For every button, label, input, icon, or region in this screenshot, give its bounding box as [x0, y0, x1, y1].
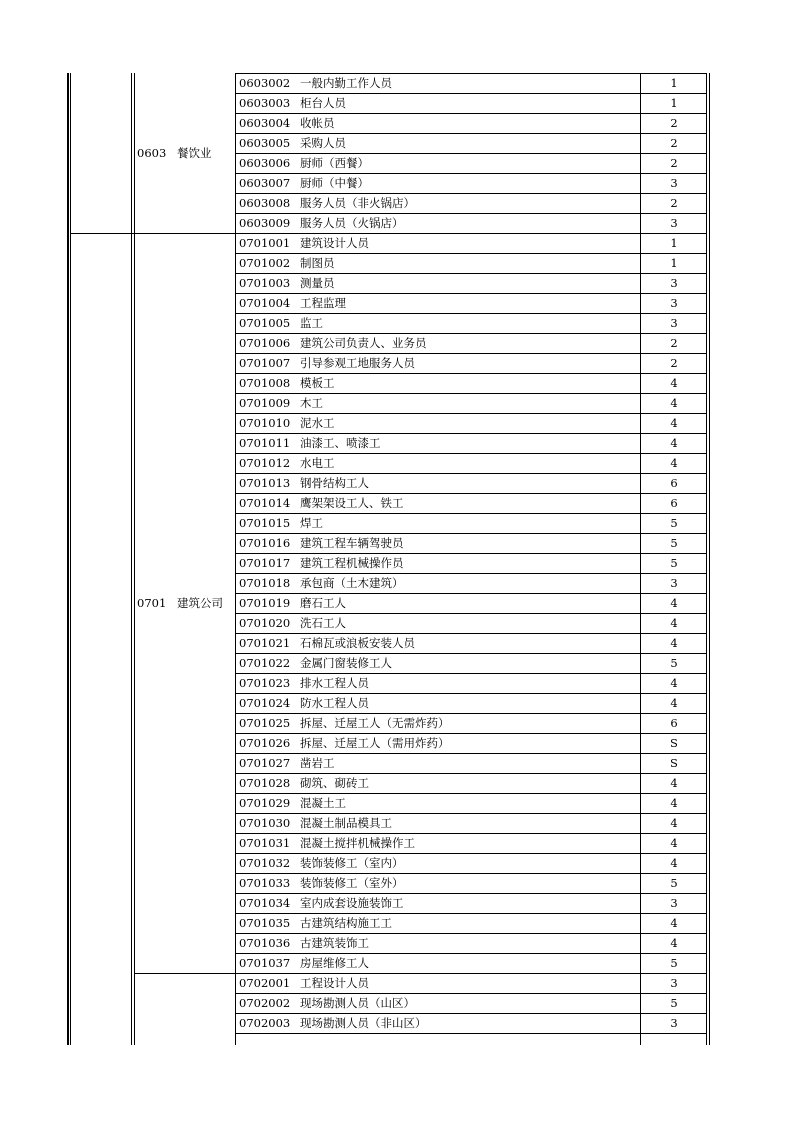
- occupation-name-cell: 装饰装修工（室内）: [300, 856, 404, 870]
- table-row: [236, 653, 709, 673]
- occupation-name-cell: 工程监理: [300, 296, 346, 310]
- table-row: [236, 373, 709, 393]
- table-row: [236, 593, 709, 613]
- occupation-name-cell: 房屋维修工人: [300, 956, 369, 970]
- risk-class-cell: 5: [670, 516, 678, 530]
- table-row: [236, 573, 709, 593]
- table-row: [236, 613, 709, 633]
- occupation-name-cell: 洗石工人: [300, 616, 346, 630]
- risk-class-cell: 3: [670, 276, 678, 290]
- code-cell: 0701011: [239, 436, 291, 450]
- table-row: [236, 853, 709, 873]
- code-cell: 0701036: [239, 936, 291, 950]
- column-rule: [70, 73, 71, 1045]
- risk-class-cell: 1: [670, 96, 678, 110]
- occupation-name-cell: 引导参观工地服务人员: [300, 356, 415, 370]
- occupation-name-cell: 钢骨结构工人: [300, 476, 369, 490]
- risk-class-cell: 4: [670, 856, 678, 870]
- code-cell: 0603006: [239, 156, 291, 170]
- occupation-name-cell: 建筑工程机械操作员: [300, 556, 404, 570]
- table-row: [236, 193, 709, 213]
- occupation-name-cell: 一般内勤工作人员: [300, 76, 392, 90]
- code-cell: 0701033: [239, 876, 291, 890]
- occupation-name-cell: 厨师（中餐）: [300, 176, 369, 190]
- risk-class-cell: 5: [670, 956, 678, 970]
- table-row: [236, 273, 709, 293]
- risk-class-cell: 3: [670, 316, 678, 330]
- risk-class-cell: 5: [670, 876, 678, 890]
- risk-class-cell: 5: [670, 556, 678, 570]
- code-cell: 0701014: [239, 496, 291, 510]
- group-divider: [70, 233, 236, 234]
- risk-class-cell: 1: [670, 76, 678, 90]
- occupation-name-cell: 凿岩工: [300, 756, 335, 770]
- occupation-name-cell: 水电工: [300, 456, 335, 470]
- occupation-name-cell: 金属门窗装修工人: [300, 656, 392, 670]
- code-cell: 0701009: [239, 396, 291, 410]
- table-row: [236, 993, 709, 1013]
- risk-class-cell: 3: [670, 216, 678, 230]
- occupation-name-cell: 建筑公司负责人、业务员: [300, 336, 427, 350]
- table-row: [236, 333, 709, 353]
- code-cell: 0701001: [239, 236, 291, 250]
- risk-class-cell: 6: [670, 716, 678, 730]
- occupation-name-cell: 排水工程人员: [300, 676, 369, 690]
- code-cell: 0701004: [239, 296, 291, 310]
- occupation-name-cell: 服务人员（火锅店）: [300, 216, 404, 230]
- table-row: [236, 253, 709, 273]
- group-label: [137, 143, 233, 163]
- code-cell: 0702002: [239, 996, 291, 1010]
- code-cell: 0701018: [239, 576, 291, 590]
- code-cell: 0603008: [239, 196, 291, 210]
- risk-class-cell: 4: [670, 456, 678, 470]
- code-cell: 0701026: [239, 736, 291, 750]
- code-cell: 0701023: [239, 676, 291, 690]
- table-row: [236, 793, 709, 813]
- table-row: [236, 493, 709, 513]
- code-cell: 0603003: [239, 96, 291, 110]
- table-row: [236, 773, 709, 793]
- risk-class-cell: 4: [670, 636, 678, 650]
- code-cell: 0701030: [239, 816, 291, 830]
- code-cell: 0702003: [239, 1016, 291, 1030]
- occupation-name-cell: 测量员: [300, 276, 335, 290]
- risk-class-cell: 4: [670, 696, 678, 710]
- table-row: [236, 73, 709, 93]
- risk-class-cell: 2: [670, 336, 678, 350]
- code-cell: 0701024: [239, 696, 291, 710]
- column-rule: [67, 73, 69, 1045]
- risk-class-cell: 4: [670, 816, 678, 830]
- code-cell: 0701006: [239, 336, 291, 350]
- code-cell: 0701012: [239, 456, 291, 470]
- occupation-name-cell: 建筑设计人员: [300, 236, 369, 250]
- code-cell: 0702001: [239, 976, 291, 990]
- occupation-name-cell: 古建筑装饰工: [300, 936, 369, 950]
- code-cell: 0701025: [239, 716, 291, 730]
- table-row: [236, 553, 709, 573]
- risk-class-cell: 4: [670, 596, 678, 610]
- code-cell: 0701037: [239, 956, 291, 970]
- group-code: 0701: [137, 596, 167, 610]
- group-divider: [134, 973, 236, 974]
- column-rule: [709, 73, 710, 1045]
- group-name: 餐饮业: [177, 146, 212, 160]
- occupation-name-cell: 采购人员: [300, 136, 346, 150]
- risk-class-cell: 2: [670, 356, 678, 370]
- occupation-name-cell: 建筑工程车辆驾驶员: [300, 536, 404, 550]
- risk-class-cell: 4: [670, 776, 678, 790]
- occupation-name-cell: 泥水工: [300, 416, 335, 430]
- occupation-name-cell: 现场勘测人员（山区）: [300, 996, 415, 1010]
- occupation-name-cell: 砌筑、砌砖工: [300, 776, 369, 790]
- table-row: [236, 153, 709, 173]
- occupation-name-cell: 柜台人员: [300, 96, 346, 110]
- occupation-name-cell: 模板工: [300, 376, 335, 390]
- occupation-name-cell: 现场勘测人员（非山区）: [300, 1016, 427, 1030]
- risk-class-cell: 4: [670, 916, 678, 930]
- risk-class-cell: 6: [670, 496, 678, 510]
- risk-class-cell: 4: [670, 396, 678, 410]
- code-cell: 0701027: [239, 756, 291, 770]
- occupation-name-cell: 服务人员（非火锅店）: [300, 196, 415, 210]
- occupation-name-cell: 监工: [300, 316, 323, 330]
- code-cell: 0701008: [239, 376, 291, 390]
- group-name: 建筑公司: [177, 596, 223, 610]
- table-row: [236, 293, 709, 313]
- code-cell: 0701015: [239, 516, 291, 530]
- occupation-name-cell: 室内成套设施装饰工: [300, 896, 404, 910]
- risk-class-cell: 5: [670, 996, 678, 1010]
- table-row: [236, 713, 709, 733]
- code-cell: 0701019: [239, 596, 291, 610]
- code-cell: 0603009: [239, 216, 291, 230]
- occupation-name-cell: 混凝土工: [300, 796, 346, 810]
- risk-class-cell: 4: [670, 936, 678, 950]
- table-row: [236, 753, 709, 773]
- risk-class-cell: 4: [670, 676, 678, 690]
- table-row: [236, 413, 709, 433]
- column-rule: [134, 73, 135, 1045]
- occupation-name-cell: 防水工程人员: [300, 696, 369, 710]
- table-row: [236, 833, 709, 853]
- table-row: [236, 133, 709, 153]
- code-cell: 0603002: [239, 76, 291, 90]
- risk-class-cell: 4: [670, 796, 678, 810]
- code-cell: 0701010: [239, 416, 291, 430]
- occupation-name-cell: 制图员: [300, 256, 335, 270]
- table-row: [236, 673, 709, 693]
- table-row: [236, 973, 709, 993]
- code-cell: 0701007: [239, 356, 291, 370]
- risk-class-cell: 4: [670, 416, 678, 430]
- risk-class-cell: 4: [670, 836, 678, 850]
- table-row: [236, 93, 709, 113]
- code-cell: 0701005: [239, 316, 291, 330]
- risk-class-cell: 3: [670, 1016, 678, 1030]
- occupation-name-cell: 油漆工、喷漆工: [300, 436, 381, 450]
- row-rule: [236, 1033, 707, 1034]
- occupation-name-cell: 承包商（土木建筑）: [300, 576, 404, 590]
- table-row: [236, 533, 709, 553]
- table-row: [236, 433, 709, 453]
- table-row: [236, 953, 709, 973]
- occupation-name-cell: 拆屋、迁屋工人（需用炸药）: [300, 736, 450, 750]
- risk-class-cell: 4: [670, 376, 678, 390]
- occupation-name-cell: 厨师（西餐）: [300, 156, 369, 170]
- occupation-name-cell: 磨石工人: [300, 596, 346, 610]
- risk-class-cell: 2: [670, 196, 678, 210]
- code-cell: 0701002: [239, 256, 291, 270]
- occupation-name-cell: 混凝土搅拌机械操作工: [300, 836, 415, 850]
- risk-class-cell: 3: [670, 576, 678, 590]
- group-code: 0603: [137, 146, 167, 160]
- code-cell: 0701021: [239, 636, 291, 650]
- risk-class-cell: S: [670, 736, 678, 750]
- column-rule: [131, 73, 132, 1045]
- risk-class-cell: 4: [670, 436, 678, 450]
- table-row: [236, 173, 709, 193]
- risk-class-cell: 3: [670, 296, 678, 310]
- risk-class-cell: 2: [670, 136, 678, 150]
- risk-class-cell: 5: [670, 536, 678, 550]
- risk-class-cell: 6: [670, 476, 678, 490]
- table-row: [236, 693, 709, 713]
- occupation-name-cell: 收帐员: [300, 116, 335, 130]
- table-row: [236, 733, 709, 753]
- table-row: [236, 513, 709, 533]
- occupation-name-cell: 鹰架架设工人、铁工: [300, 496, 404, 510]
- code-cell: 0701031: [239, 836, 291, 850]
- risk-class-cell: 4: [670, 616, 678, 630]
- occupation-name-cell: 石棉瓦或浪板安装人员: [300, 636, 415, 650]
- code-cell: 0701017: [239, 556, 291, 570]
- table-row: [236, 453, 709, 473]
- risk-class-cell: 3: [670, 176, 678, 190]
- occupation-name-cell: 工程设计人员: [300, 976, 369, 990]
- table-row: [236, 113, 709, 133]
- code-cell: 0701013: [239, 476, 291, 490]
- table-row: [236, 873, 709, 893]
- code-cell: 0701003: [239, 276, 291, 290]
- table-row: [236, 893, 709, 913]
- table-row: [236, 473, 709, 493]
- code-cell: 0701028: [239, 776, 291, 790]
- table-row: [236, 233, 709, 253]
- table-row: [236, 813, 709, 833]
- code-cell: 0701035: [239, 916, 291, 930]
- group-label: [137, 593, 233, 613]
- code-cell: 0603007: [239, 176, 291, 190]
- table-row: [236, 633, 709, 653]
- risk-class-cell: 1: [670, 256, 678, 270]
- code-cell: 0701016: [239, 536, 291, 550]
- occupation-name-cell: 拆屋、迁屋工人（无需炸药）: [300, 716, 450, 730]
- occupation-name-cell: 焊工: [300, 516, 323, 530]
- table-row: [236, 393, 709, 413]
- code-cell: 0603005: [239, 136, 291, 150]
- occupation-name-cell: 古建筑结构施工工: [300, 916, 392, 930]
- code-cell: 0701022: [239, 656, 291, 670]
- risk-class-cell: 3: [670, 976, 678, 990]
- risk-class-cell: 1: [670, 236, 678, 250]
- code-cell: 0603004: [239, 116, 291, 130]
- risk-class-cell: 5: [670, 656, 678, 670]
- occupation-name-cell: 木工: [300, 396, 323, 410]
- risk-class-cell: 3: [670, 896, 678, 910]
- code-cell: 0701020: [239, 616, 291, 630]
- table-row: [236, 313, 709, 333]
- code-cell: 0701029: [239, 796, 291, 810]
- occupation-name-cell: 装饰装修工（室外）: [300, 876, 404, 890]
- risk-class-cell: S: [670, 756, 678, 770]
- table-row: [236, 933, 709, 953]
- occupation-name-cell: 混凝土制品模具工: [300, 816, 392, 830]
- table-row: [236, 353, 709, 373]
- table-row: [236, 913, 709, 933]
- table-row: [236, 213, 709, 233]
- risk-class-cell: 2: [670, 116, 678, 130]
- code-cell: 0701032: [239, 856, 291, 870]
- code-cell: 0701034: [239, 896, 291, 910]
- risk-class-cell: 2: [670, 156, 678, 170]
- table-row: [236, 1013, 709, 1033]
